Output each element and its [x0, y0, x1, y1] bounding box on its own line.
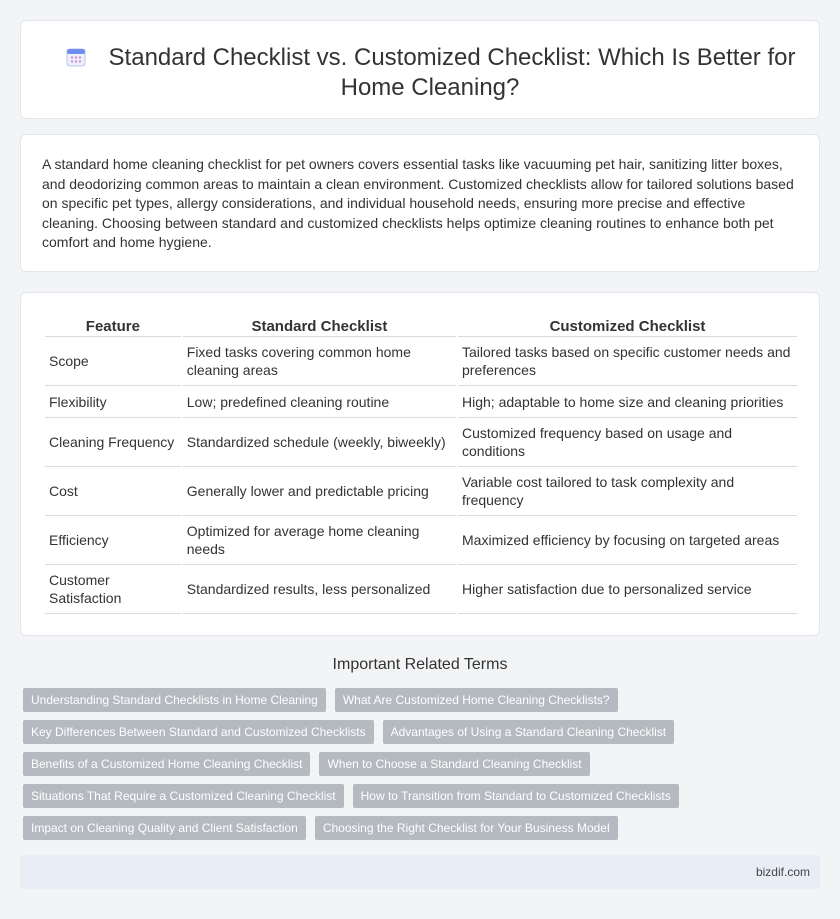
table-cell: Fixed tasks covering common home cleaning areas [183, 337, 456, 386]
related-term-tag[interactable]: Key Differences Between Standard and Customized Checklists [23, 720, 374, 744]
related-term-tag[interactable]: Choosing the Right Checklist for Your Business Model [315, 816, 618, 840]
related-term-tag[interactable]: When to Choose a Standard Cleaning Checklist [319, 752, 589, 776]
footer [20, 855, 820, 889]
related-term-tag[interactable]: Impact on Cleaning Quality and Client Satisfaction [23, 816, 306, 840]
table-row [45, 337, 797, 386]
related-terms-list [23, 688, 823, 848]
related-terms-title: Important Related Terms [332, 656, 508, 673]
table-cell: Low; predefined cleaning routine [183, 386, 456, 418]
table-cell: Efficiency [45, 516, 181, 565]
table-cell: Higher satisfaction due to personalized service [458, 565, 797, 614]
related-term-tag[interactable]: Situations That Require a Customized Cleaning Checklist [23, 784, 344, 808]
footer-site-link[interactable]: bizdif.com [755, 865, 810, 879]
table-cell: High; adaptable to home size and cleaning priorities [458, 386, 797, 418]
table-cell: Standardized results, less personalized [183, 565, 456, 614]
table-cell: Customized frequency based on usage and conditions [458, 418, 797, 467]
table-cell: Cleaning Frequency [45, 418, 181, 467]
table-row [45, 565, 797, 614]
table-row [45, 418, 797, 467]
column-header: Feature [45, 315, 181, 337]
table-cell: Generally lower and predictable pricing [183, 467, 456, 516]
table-cell: Customer Satisfaction [45, 565, 181, 614]
related-term-tag[interactable]: Benefits of a Customized Home Cleaning Checklist [23, 752, 310, 776]
table-cell: Flexibility [45, 386, 181, 418]
table-cell: Scope [45, 337, 181, 386]
page-title: Standard Checklist vs. Customized Checklist: Which Is Better for Home Cleaning? [61, 43, 799, 103]
calendar-icon [65, 46, 87, 68]
table-row [45, 516, 797, 565]
table-cell: Variable cost tailored to task complexity and frequency [458, 467, 797, 516]
table-cell: Maximized efficiency by focusing on targeted areas [458, 516, 797, 565]
table-cell: Standardized schedule (weekly, biweekly) [183, 418, 456, 467]
related-term-tag[interactable]: How to Transition from Standard to Customized Checklists [353, 784, 679, 808]
comparison-table-card [20, 292, 820, 636]
related-term-tag[interactable]: Understanding Standard Checklists in Home Cleaning [23, 688, 326, 712]
related-term-tag[interactable]: Advantages of Using a Standard Cleaning Checklist [383, 720, 675, 744]
column-header: Standard Checklist [183, 315, 456, 337]
intro-card [20, 134, 820, 272]
comparison-table [43, 315, 799, 614]
intro-paragraph: A standard home cleaning checklist for pet owners covers essential tasks like vacuuming pet hair, sanitizing litter boxes, and deodorizing common areas to maintain a clean environment. Customized checklists allow for tailored solutions based on specific pet types, allergy considerations, and individual household needs, ensuring more precise and effective cleaning. Choosing between standard and customized checklists helps optimize cleaning routines to enhance both pet comfort and home hygiene. [42, 156, 794, 250]
table-cell: Cost [45, 467, 181, 516]
table-row [45, 386, 797, 418]
table-row [45, 467, 797, 516]
table-cell: Tailored tasks based on specific customer needs and preferences [458, 337, 797, 386]
column-header: Customized Checklist [458, 315, 797, 337]
related-term-tag[interactable]: What Are Customized Home Cleaning Checklists? [335, 688, 618, 712]
table-header-row [45, 315, 797, 337]
table-cell: Optimized for average home cleaning needs [183, 516, 456, 565]
header-card [20, 20, 820, 119]
